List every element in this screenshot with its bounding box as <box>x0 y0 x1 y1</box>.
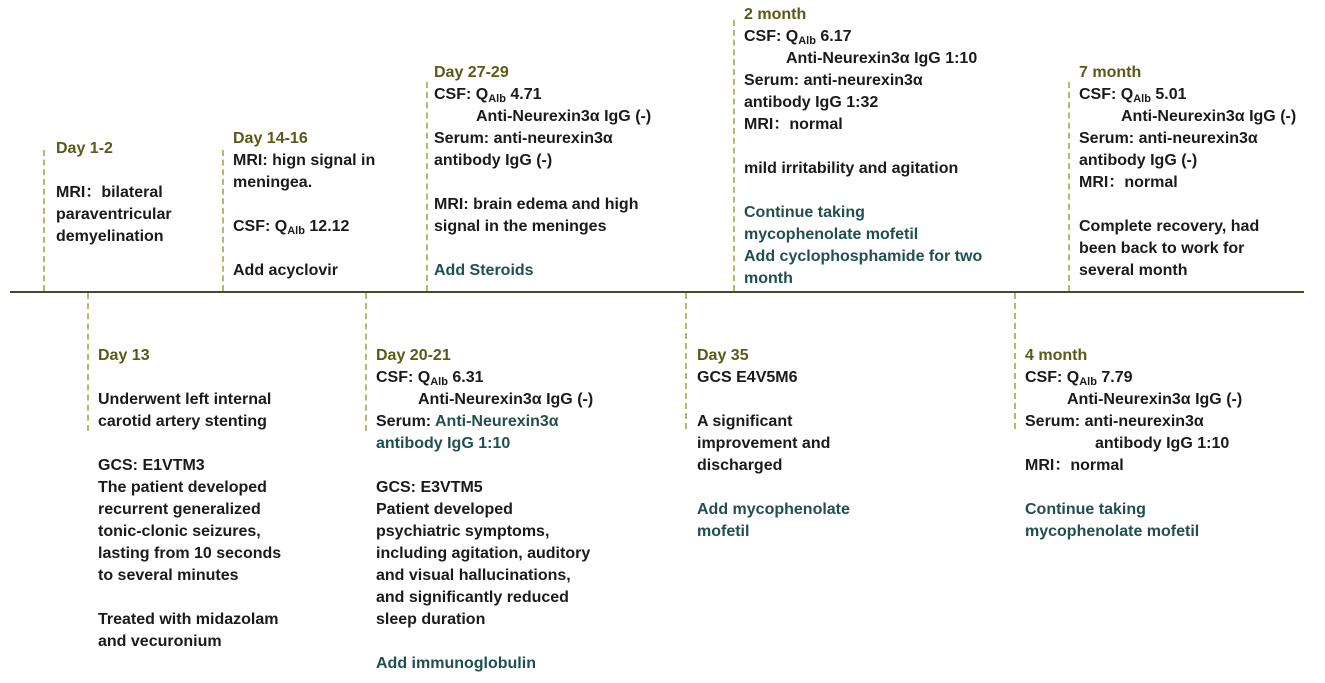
serum-antibody: antibody IgG (-) <box>1079 152 1198 169</box>
mri-finding: MRI：normal <box>744 116 843 133</box>
event-day-1-2 <box>56 138 172 248</box>
csf-qalb: CSF: $Q_{Alb}$ 6.17 <box>744 28 852 47</box>
mri-finding: paraventricular <box>56 206 172 223</box>
serum-antibody: antibody IgG (-) <box>434 152 553 169</box>
outcome-text: Complete recovery, had <box>1079 218 1260 235</box>
serum-antibody: Serum: anti-neurexin3α <box>434 130 613 147</box>
status-text: improvement and <box>697 435 831 452</box>
mri-finding: demyelination <box>56 228 164 245</box>
event-day-label: Day 27-29 <box>434 64 509 81</box>
event-day-13 <box>98 345 281 653</box>
event-4-month <box>1025 345 1242 543</box>
mri-finding: MRI：normal <box>1025 457 1124 474</box>
mri-finding: MRI：normal <box>1079 174 1178 191</box>
symptom-text: psychiatric symptoms, <box>376 523 550 540</box>
tick-day-1-2 <box>43 150 45 291</box>
symptom-text: mild irritability and agitation <box>744 160 959 177</box>
gcs-score: GCS: E3VTM5 <box>376 479 483 496</box>
treatment-action: Add Steroids <box>434 262 534 279</box>
tick-day-20-21 <box>365 293 367 431</box>
event-day-20-21 <box>376 345 593 675</box>
treatment-action: Continue taking <box>1025 501 1146 518</box>
csf-qalb: CSF: $Q_{Alb}$ 6.31 <box>376 369 484 388</box>
outcome-text: several month <box>1079 262 1188 279</box>
treatment-action: Add immunoglobulin <box>376 655 536 672</box>
procedure-text: Underwent left internal <box>98 391 272 408</box>
status-text: discharged <box>697 457 783 474</box>
mri-finding: signal in the meninges <box>434 218 607 235</box>
symptom-text: lasting from 10 seconds <box>98 545 282 562</box>
symptom-text: and significantly reduced <box>376 589 569 606</box>
event-day-label: Day 14-16 <box>233 130 308 147</box>
tick-day-13 <box>87 293 89 431</box>
event-day-label: 2 month <box>744 6 807 23</box>
symptom-text: recurrent generalized <box>98 501 261 518</box>
treatment-action: mycophenolate mofetil <box>1025 523 1200 540</box>
event-day-label: Day 20-21 <box>376 347 451 364</box>
csf-qalb: CSF: $Q_{Alb}$ 4.71 <box>434 86 542 105</box>
serum-antibody: Serum: Anti-Neurexin3α <box>376 413 559 430</box>
treatment-action: mofetil <box>697 523 750 540</box>
treatment-action: Add cyclophosphamide for two <box>744 248 983 265</box>
outcome-text: been back to work for <box>1079 240 1245 257</box>
symptom-text: tonic-clonic seizures, <box>98 523 261 540</box>
treatment-action: month <box>744 270 793 287</box>
csf-qalb: CSF: $Q_{Alb}$ 7.79 <box>1025 369 1133 388</box>
symptom-text: Patient developed <box>376 501 513 518</box>
csf-antibody: Anti-Neurexin3α IgG (-) <box>1121 108 1297 125</box>
event-day-label: Day 1-2 <box>56 140 113 157</box>
event-day-14-16 <box>233 128 375 282</box>
gcs-score: GCS: E1VTM3 <box>98 457 205 474</box>
tick-day-27-29 <box>426 82 428 291</box>
treatment-text: and vecuronium <box>98 633 222 650</box>
treatment-action: Add mycophenolate <box>697 501 850 518</box>
gcs-score: GCS E4V5M6 <box>697 369 798 386</box>
treatment-action: mycophenolate mofetil <box>744 226 919 243</box>
serum-antibody: Serum: anti-neurexin3α <box>1025 413 1204 430</box>
event-day-27-29 <box>434 62 651 282</box>
csf-qalb: CSF: $Q_{Alb}$ 5.01 <box>1079 86 1187 105</box>
serum-antibody: Serum: anti-neurexin3α <box>744 72 923 89</box>
event-2-month <box>744 4 982 290</box>
csf-qalb: CSF: $Q_{Alb}$ 12.12 <box>233 218 350 237</box>
symptom-text: to several minutes <box>98 567 239 584</box>
serum-antibody: Serum: anti-neurexin3α <box>1079 130 1258 147</box>
tick-4-month <box>1014 293 1016 429</box>
symptom-text: including agitation, auditory <box>376 545 591 562</box>
mri-finding: MRI: hign signal in <box>233 152 376 169</box>
mri-finding: MRI：bilateral <box>56 184 163 201</box>
csf-antibody: Anti-Neurexin3α IgG (-) <box>418 391 594 408</box>
event-day-label: 4 month <box>1025 347 1088 364</box>
symptom-text: The patient developed <box>98 479 267 496</box>
tick-day-35 <box>685 293 687 429</box>
serum-antibody: antibody IgG 1:32 <box>744 94 879 111</box>
mri-finding: meningea. <box>233 174 313 191</box>
symptom-text: and visual hallucinations, <box>376 567 571 584</box>
tick-day-14-16 <box>222 150 224 291</box>
procedure-text: carotid artery stenting <box>98 413 267 430</box>
event-day-label: Day 35 <box>697 347 749 364</box>
csf-antibody: Anti-Neurexin3α IgG (-) <box>1067 391 1243 408</box>
timeline-axis <box>10 291 1304 293</box>
symptom-text: sleep duration <box>376 611 486 628</box>
tick-2-month <box>733 20 735 291</box>
event-day-35 <box>697 345 850 543</box>
serum-antibody: antibody IgG 1:10 <box>376 435 511 452</box>
event-day-label: Day 13 <box>98 347 150 364</box>
event-day-label: 7 month <box>1079 64 1142 81</box>
serum-antibody: antibody IgG 1:10 <box>1095 435 1230 452</box>
mri-finding: MRI: brain edema and high <box>434 196 639 213</box>
treatment-action: Continue taking <box>744 204 865 221</box>
csf-antibody: Anti-Neurexin3α IgG 1:10 <box>786 50 978 67</box>
csf-antibody: Anti-Neurexin3α IgG (-) <box>476 108 652 125</box>
status-text: A significant <box>697 413 793 430</box>
treatment-action: Add acyclovir <box>233 262 338 279</box>
event-7-month <box>1079 62 1296 282</box>
tick-7-month <box>1068 82 1070 291</box>
treatment-text: Treated with midazolam <box>98 611 279 628</box>
